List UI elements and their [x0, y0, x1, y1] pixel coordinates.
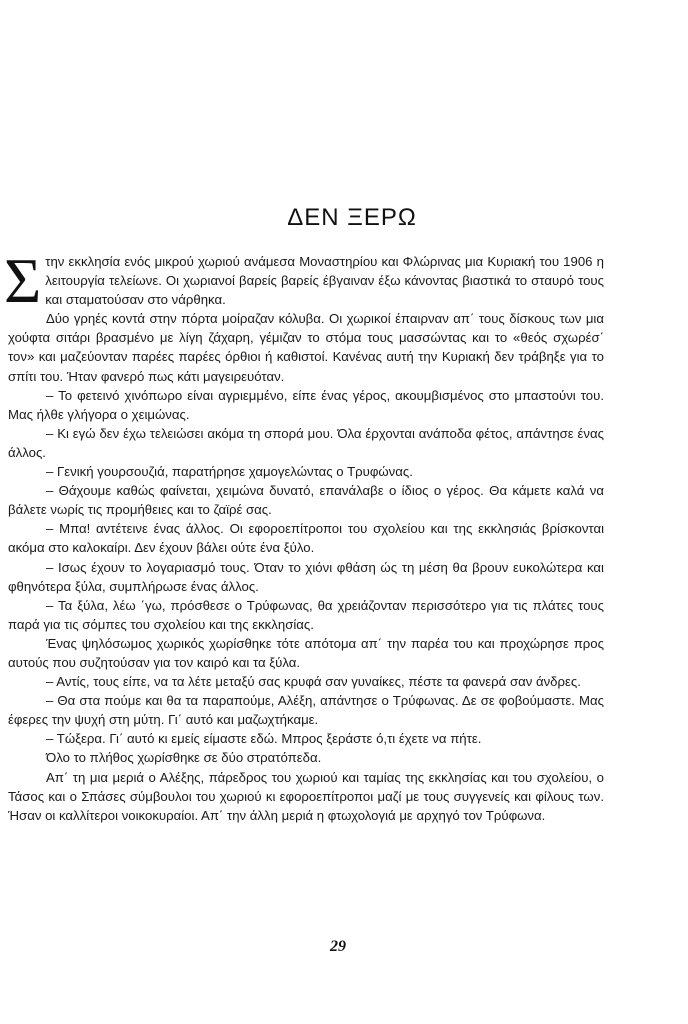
- opening-paragraph: [4, 245, 604, 316]
- drop-cap: Σ: [4, 245, 42, 316]
- paragraph: – Ισως έχουν το λογαριασμό τους. Όταν το χιόνι φθάση ώς τη μέση θα βρουν ευκολώτερα και φθηνότερα ξύλα, συμπλήρωσε ένας άλλος.: [8, 559, 604, 594]
- paragraph: – Τα ξύλα, λέω ΄γω, πρόσθεσε ο Τρύφωνας, θα χρειάζονταν περισσότερο για τις πλάτες τους παρά για τις σόμπες του σχολείου και της εκκλησίας.: [8, 597, 604, 632]
- paragraph: Δύο γρηές κοντά στην πόρτα μοίραζαν κόλυβα. Οι χωρικοί έπαιρναν απ΄ τους δίσκους των μια χούφτα σιτάρι βρασμένο με λίγη ζάχαρη, γέμιζαν το στόμα τους μασσώντας και το «θεός σχωρέσ΄ τον» και μαζεύονταν παρέες παρέες όρθιοι ή καθιστοί. Κανένας αυτή την Κυριακή δεν τράβηξε για το σπίτι του. Ήταν φανερό πως κάτι μαγειρευόταν.: [8, 311, 604, 384]
- paragraph: – Κι εγώ δεν έχω τελειώσει ακόμα τη σπορά μου. Όλα έρχονται ανάποδα φέτος, απάντησε ένας άλλος.: [8, 425, 604, 460]
- paragraph: – Μπα! αντέτεινε ένας άλλος. Οι εφοροεπίτροποι του σχολείου και της εκκλησιάς βρίσκονται ακόμα στο καλοκαίρι. Δεν έχουν βάλει ούτε ένα ξύλο.: [8, 521, 604, 556]
- paragraph: – Θάχουμε καθώς φαίνεται, χειμώνα δυνατό, επανάλαβε ο ίδιος ο γέρος. Θα κάμετε καλά να βάλετε νωρίς τις προμήθειες και το ζαϊρέ σας.: [8, 483, 604, 518]
- paragraph: Όλο το πλήθος χωρίσθηκε σε δύο στρατόπεδα.: [46, 750, 322, 766]
- paragraph: – Θα στα πούμε και θα τα παραπούμε, Αλέξη, απάντησε ο Τρύφωνας. Δε σε φοβούμαστε. Μας έφερες την ψυχή στη μύτη. Γι΄ αυτό και μαζωχτήκαμε.: [8, 693, 604, 728]
- opening-paragraph-text: την εκκλησία ενός μικρού χωριού ανάμεσα Μοναστηρίου και Φλώρινας μια Κυριακή του 1906 η λειτουργία τελείωνε. Οι χωριανοί βαρείς βαρείς έβγαιναν έξω κάνοντας βιαστικά το σταυρό τους και σταματούσαν στο νάρθηκα.: [45, 254, 604, 308]
- chapter-body: [4, 245, 604, 825]
- paragraph: Ένας ψηλόσωμος χωρικός χωρίσθηκε τότε απότομα απ΄ την παρέα του και προχώρησε προς αυτούς που συζητούσαν για τον καιρό και τα ξύλα.: [8, 635, 604, 670]
- paragraph: – Γενική γουρσουζιά, παρατήρησε χαμογελώντας ο Τρυφώνας.: [46, 464, 413, 480]
- paragraph: – Αντίς, τους είπε, να τα λέτε μεταξύ σας κρυφά σαν γυναίκες, πέστε τα φανερά σαν άνδρες.: [46, 674, 581, 690]
- chapter-title: ΔΕΝ ΞΕΡΩ: [287, 204, 417, 231]
- paragraph: Απ΄ τη μια μεριά ο Αλέξης, πάρεδρος του χωριού και ταμίας της εκκλησίας και του σχολείου, ο Τάσος και ο Σπάσες σύμβουλοι του χωριού κι εφοροεπίτροποι μαζί με τους συγγενείς και φίλους των. Ήσαν οι καλλίτεροι νοικοκυραίοι. Απ΄ την άλλη μεριά η φτωχολογιά με αρχηγό τον Τρύφωνα.: [8, 769, 604, 823]
- paragraph: – Το φετεινό χινόπωρο είναι αγριεμμένο, είπε ένας γέρος, ακουμβισμένος στο μπαστούνι του. Μας ήλθε γλήγορα ο χειμώνας.: [8, 387, 604, 422]
- page-number: 29: [330, 938, 346, 955]
- paragraph: – Τώξερα. Γι΄ αυτό κι εμείς είμαστε εδώ. Μπρος ξεράστε ό,τι έχετε να πήτε.: [46, 731, 482, 747]
